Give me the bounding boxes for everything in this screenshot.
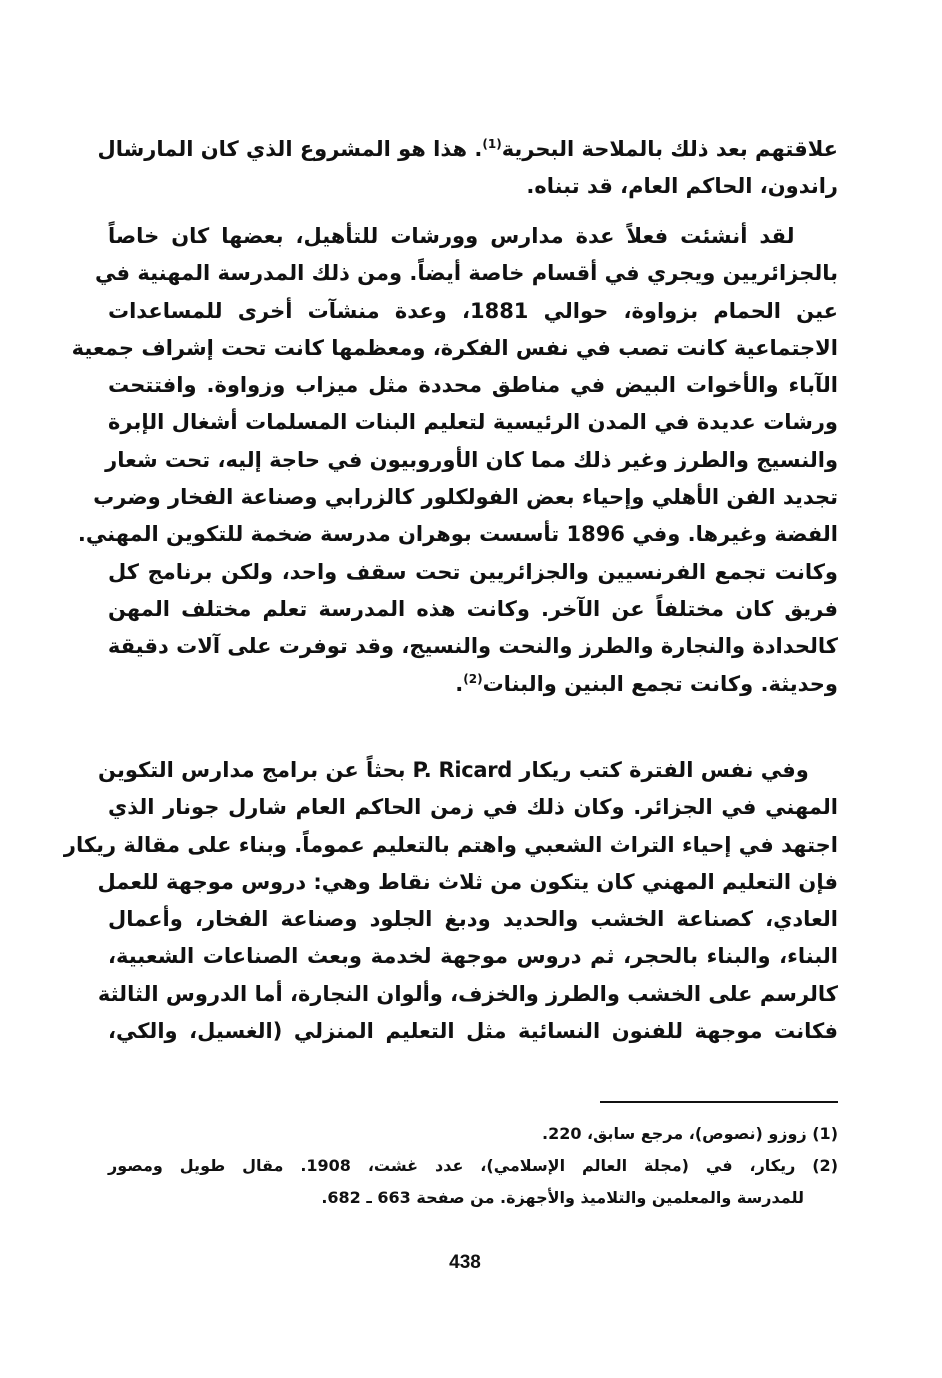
line-text: علاقتهم بعد ذلك بالملاحة البحرية: [501, 137, 838, 161]
footnote: (2) ريكار، في (مجلة العالم الإسلامي)، عدد غشت، 1908. مقال طويل ومصور: [108, 1156, 838, 1175]
line-text-tail: . هذا هو المشروع الذي كان المارشال: [97, 137, 483, 161]
text-line: [108, 218, 838, 255]
footnote: للمدرسة والمعلمين والتلاميذ والأجهزة. من صفحة 663 ـ 682.: [321, 1188, 804, 1207]
line-text: وكانت تجمع الفرنسيين والجزائريين تحت سقف واحد، ولكن برنامج كل: [108, 559, 838, 584]
text-line: [108, 901, 838, 938]
line-text: بالجزائريين ويجري في أقسام خاصة أيضاً. ومن ذلك المدرسة المهنية في: [95, 261, 838, 286]
line-text: كالرسم على الخشب والطرز والخزف، وألوان النجارة، أما الدروس الثالثة: [97, 981, 838, 1006]
text-line: [108, 293, 838, 330]
line-text: الاجتماعية كانت تصب في نفس الفكرة، ومعظمها كانت تحت إشراف جمعية: [71, 335, 838, 360]
text-line: [71, 330, 838, 367]
line-text: عين الحمام بزواوة، حوالي 1881، وعدة منشآت أخرى للمساعدات: [108, 298, 838, 323]
text-line: [108, 789, 838, 826]
line-text: فإن التعليم المهني كان يتكون من ثلاث نقاط وهي: دروس موجهة للعمل: [97, 869, 838, 894]
footnote: (1) زوزو (نصوص)، مرجع سابق، 220.: [541, 1124, 838, 1143]
text-line: [97, 131, 838, 168]
paragraph-2: [71, 218, 838, 703]
line-text: اجتهد في إحياء التراث الشعبي واهتم بالتعليم عموماً. وبناء على مقالة ريكار: [63, 832, 838, 857]
line-text: فريق كان مختلفاً عن الآخر. وكانت هذه المدرسة تعلم مختلف المهن: [108, 596, 838, 621]
line-text: وحديثة. وكانت تجمع البنين والبنات: [482, 671, 838, 696]
line-text: وفي نفس الفترة كتب ريكار P. Ricard بحثاً عن برامج مدارس التكوين: [98, 758, 838, 782]
footnote-marker[interactable]: (2): [463, 671, 483, 686]
paragraph-1: [97, 131, 838, 206]
line-text: فكانت موجهة للفنون النسائية مثل التعليم المنزلي (الغسيل، والكي،: [108, 1019, 838, 1044]
line-text-tail: .: [455, 671, 464, 696]
footnote-divider: [600, 1101, 838, 1103]
line-text: كالحدادة والنجارة والطرز والنحت والنسيج، وقد توفرت على آلات دقيقة: [107, 634, 838, 659]
line-text: لقد أنشئت فعلاً عدة مدارس وورشات للتأهيل، بعضها كان خاصاً: [108, 224, 838, 248]
line-text: راندون، الحاكم العام، قد تبناه.: [526, 174, 838, 199]
text-line: [98, 752, 838, 789]
paragraph-3: [63, 752, 838, 1050]
text-line: [95, 255, 838, 292]
text-line: [108, 168, 838, 205]
line-text: العادي، كصناعة الخشب والحديد ودبغ الجلود وصناعة الفخار، وأعمال: [108, 907, 838, 932]
line-text: المهني في الجزائر. وكان ذلك في زمن الحاكم العام شارل جونار الذي: [108, 795, 838, 820]
text-line: [93, 479, 838, 516]
text-line: [108, 554, 838, 591]
footnotes: [108, 1118, 838, 1214]
text-line: [108, 1013, 838, 1050]
line-text: ورشات عديدة في المدن الرئيسية لتعليم البنات المسلمات أشغال الإبرة: [108, 410, 838, 435]
line-text: والنسيج والطرز وغير ذلك مما كان الأوروبيون في حاجة إليه، تحت شعار: [105, 447, 838, 472]
text-line: [108, 666, 838, 703]
text-line: [108, 591, 838, 628]
text-line: [77, 516, 838, 553]
line-text: البناء، والبناء بالحجر، ثم دروس موجهة لخدمة وبعث الصناعات الشعبية،: [108, 944, 838, 969]
text-line: [108, 367, 838, 404]
line-text: تجديد الفن الأهلي وإحياء بعض الفولكلور كالزرابي وصناعة الفخار وضرب: [93, 485, 838, 510]
text-line: [108, 404, 838, 441]
line-text: الفضة وغيرها. وفي 1896 تأسست بوهران مدرسة ضخمة للتكوين المهني.: [77, 522, 838, 547]
text-line: [97, 864, 838, 901]
line-text: الآباء والأخوات البيض في مناطق محددة مثل ميزاب وزواوة. وافتتحت: [108, 373, 838, 398]
footnote-marker[interactable]: (1): [482, 137, 502, 151]
text-line: [108, 628, 838, 665]
text-line: [97, 976, 838, 1013]
text-line: [63, 827, 838, 864]
text-line: [108, 938, 838, 975]
page-number: 438: [449, 1252, 481, 1273]
text-line: [105, 442, 838, 479]
